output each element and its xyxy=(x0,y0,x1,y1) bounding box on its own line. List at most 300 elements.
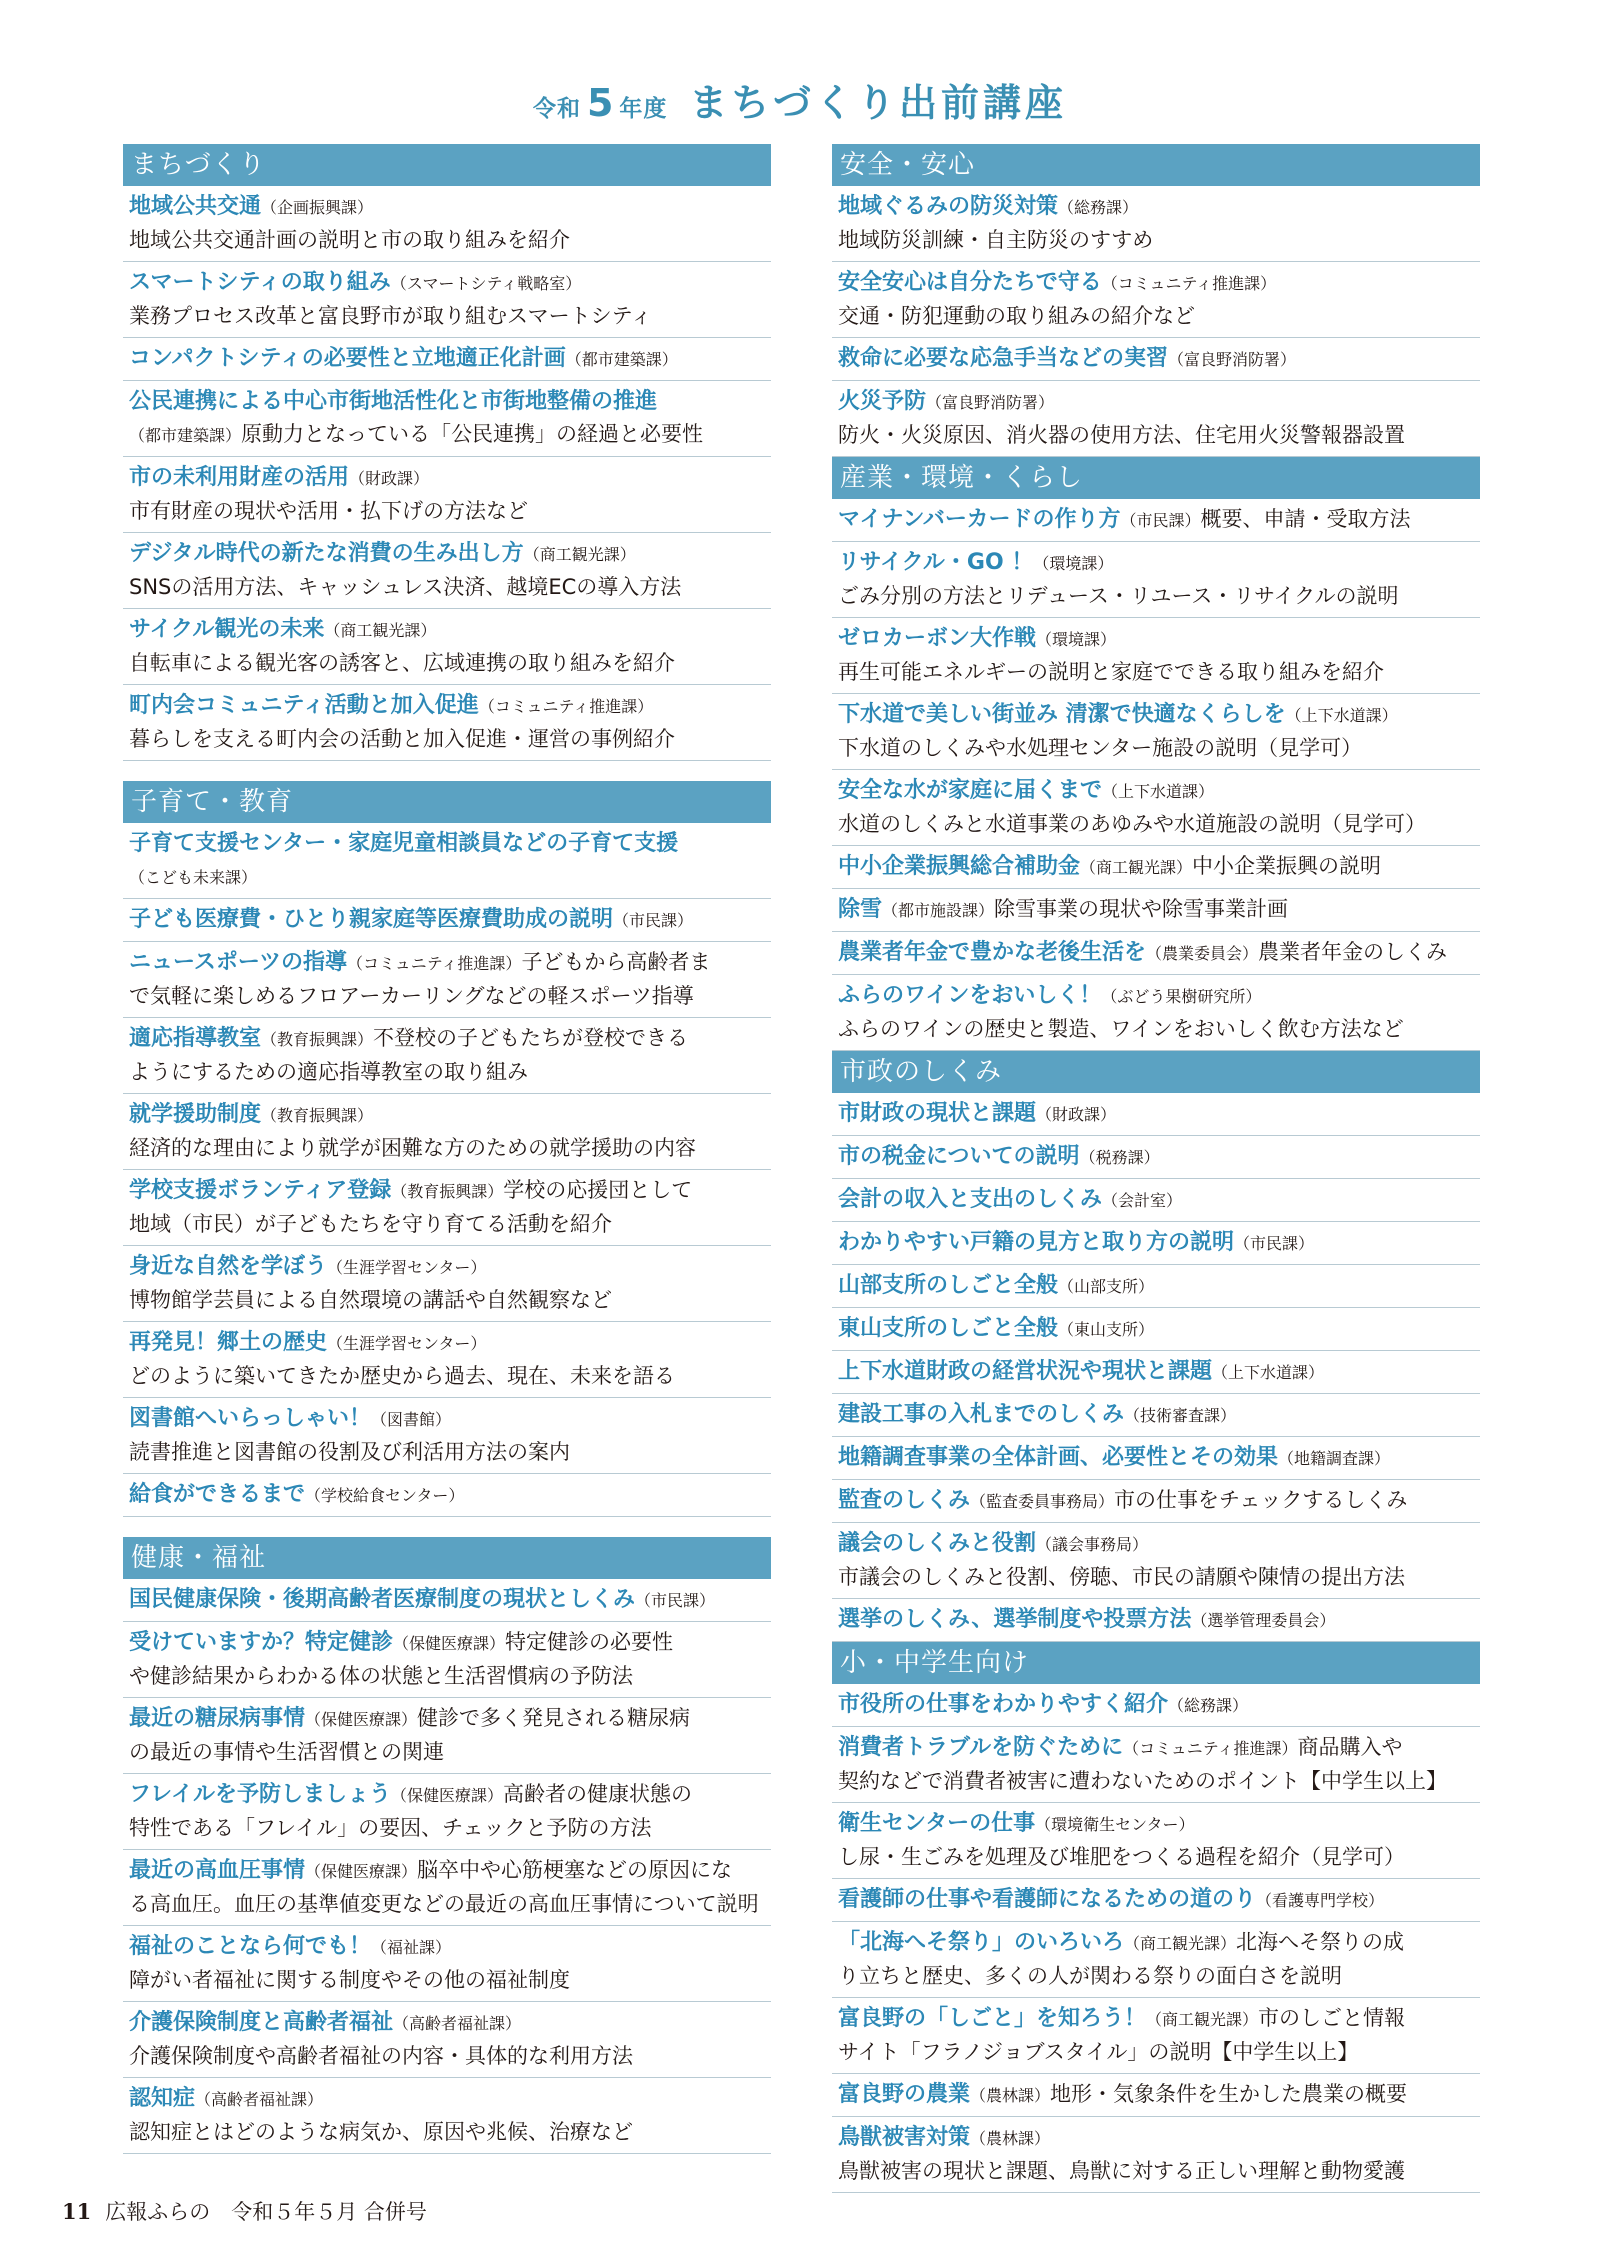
lecture-title: 認知症 xyxy=(129,2086,196,2111)
lecture-item xyxy=(832,1803,1480,1879)
lecture-department: （保健医療課） xyxy=(391,1786,504,1805)
page-title: まちづくり出前講座 xyxy=(689,81,1068,125)
lecture-summary: 農業者年金のしくみ xyxy=(1258,940,1448,964)
lecture-title-line xyxy=(838,1140,1480,1174)
lecture-title: 介護保険制度と高齢者福祉 xyxy=(129,2010,394,2035)
lecture-department: （環境課） xyxy=(1036,630,1117,649)
lecture-item xyxy=(832,975,1480,1051)
lecture-department: （財政課） xyxy=(349,469,430,488)
lecture-title: 就学援助制度 xyxy=(129,1102,262,1127)
lecture-item xyxy=(832,889,1480,932)
lecture-title: ふらのワインをおいしく！ xyxy=(838,983,1102,1008)
lecture-summary: 特定健診の必要性 xyxy=(505,1630,674,1654)
lecture-title: 上下水道財政の経営状況や現状と課題 xyxy=(838,1359,1213,1384)
lecture-title-line xyxy=(838,774,1480,808)
lecture-item xyxy=(832,1093,1480,1136)
lecture-title-line xyxy=(129,190,771,224)
lecture-department: （学校給食センター） xyxy=(305,1486,465,1505)
lecture-department: （福祉課） xyxy=(371,1938,452,1957)
lecture-title-line xyxy=(129,1854,771,1888)
lecture-item xyxy=(832,1879,1480,1922)
lecture-description: 地域公共交通計画の説明と市の取り組みを紹介 xyxy=(129,228,570,252)
lecture-summary: 健診で多く発見される糖尿病 xyxy=(417,1706,691,1730)
lecture-department: （ぶどう果樹研究所） xyxy=(1101,987,1262,1006)
lecture-title-line xyxy=(838,1355,1480,1389)
lecture-item xyxy=(832,618,1480,694)
lecture-department: （高齢者福祉課） xyxy=(195,2090,324,2109)
lecture-item xyxy=(832,770,1480,846)
category-header: 健康・福祉 xyxy=(123,1537,771,1579)
lecture-title-line xyxy=(129,1402,771,1436)
lecture-description: で気軽に楽しめるフロアーカーリングなどの軽スポーツ指導 xyxy=(129,984,694,1008)
lecture-description: サイト「フラノジョブスタイル」の説明【中学生以上】 xyxy=(838,2040,1359,2064)
lecture-item xyxy=(123,1622,771,1698)
lecture-title-line xyxy=(838,936,1480,970)
lecture-item xyxy=(832,1179,1480,1222)
lecture-department: （監査委員事務局） xyxy=(970,1492,1115,1511)
lecture-title: 子ども医療費・ひとり親家庭等医療費助成の説明 xyxy=(129,907,614,932)
lecture-description: 市議会のしくみと役割、傍聴、市民の請願や陳情の提出方法 xyxy=(838,1565,1405,1589)
lecture-item xyxy=(123,1246,771,1322)
lecture-description: 業務プロセス改革と富良野市が取り組むスマートシティ xyxy=(129,304,652,328)
lecture-department: （山部支所） xyxy=(1058,1277,1155,1296)
lecture-title: 建設工事の入札までのしくみ xyxy=(838,1402,1125,1427)
lecture-department: （保健医療課） xyxy=(393,1634,506,1653)
lecture-summary: 子どもから高齢者ま xyxy=(521,950,711,974)
lecture-summary: 北海へそ祭りの成 xyxy=(1236,1930,1405,1954)
lecture-item xyxy=(832,1684,1480,1727)
lecture-department: （高齢者福祉課） xyxy=(393,2014,522,2033)
lecture-department: （総務課） xyxy=(1058,198,1139,217)
lecture-item xyxy=(832,1265,1480,1308)
lecture-description: SNSの活用方法、キャッシュレス決済、越境ECの導入方法 xyxy=(129,575,682,599)
lecture-title-line xyxy=(129,1778,771,1812)
lecture-title: 市役所の仕事をわかりやすく紹介 xyxy=(838,1692,1169,1717)
lecture-item xyxy=(832,1308,1480,1351)
lecture-description: ごみ分別の方法とリデュース・リユース・リサイクルの説明 xyxy=(838,584,1399,608)
lecture-title-line xyxy=(838,979,1480,1013)
category-header: 産業・環境・くらし xyxy=(832,457,1480,499)
category-header: 子育て・教育 xyxy=(123,781,771,823)
lecture-department: （図書館） xyxy=(371,1410,452,1429)
lecture-department: （市民課） xyxy=(1120,511,1201,530)
lecture-department: （スマートシティ戦略室） xyxy=(390,274,582,293)
lecture-department: （財政課） xyxy=(1036,1105,1117,1124)
lecture-department: （市民課） xyxy=(613,911,694,930)
lecture-title: 公民連携による中心市街地活性化と市街地整備の推進 xyxy=(129,389,658,414)
lecture-title: ニュースポーツの指導 xyxy=(129,950,348,975)
lecture-description: る高血圧。血圧の基準値変更などの最近の高血圧事情について説明 xyxy=(129,1892,759,1916)
lecture-item xyxy=(832,499,1480,542)
lecture-summary: 概要、申請・受取方法 xyxy=(1200,507,1411,531)
lecture-department: （上下水道課） xyxy=(1102,782,1215,801)
lecture-title: 東山支所のしごと全般 xyxy=(838,1316,1059,1341)
lecture-title-line xyxy=(838,1926,1480,1960)
lecture-item xyxy=(123,2002,771,2078)
lecture-description: 交通・防犯運動の取り組みの紹介など xyxy=(838,304,1195,328)
lecture-title-line xyxy=(838,1883,1480,1917)
category-header: 市政のしくみ xyxy=(832,1051,1480,1093)
lecture-description: 地域（市民）が子どもたちを守り育てる活動を紹介 xyxy=(129,1212,612,1236)
lecture-description: し尿・生ごみを処理及び堆肥をつくる過程を紹介（見学可） xyxy=(838,1845,1405,1869)
lecture-department: （商工観光課） xyxy=(324,621,437,640)
lecture-title-line xyxy=(838,850,1480,884)
lecture-department: （農林課） xyxy=(970,2129,1051,2148)
lecture-title-line xyxy=(129,1478,771,1512)
lecture-description: 読書推進と図書館の役割及び利活用方法の案内 xyxy=(129,1440,570,1464)
lecture-department: （選挙管理委員会） xyxy=(1191,1611,1336,1630)
lecture-title: 図書館へいらっしゃい！ xyxy=(129,1406,372,1431)
lecture-description: 経済的な理由により就学が困難な方のための就学援助の内容 xyxy=(129,1136,696,1160)
lecture-title: 救命に必要な応急手当などの実習 xyxy=(838,346,1169,371)
lecture-item xyxy=(832,1351,1480,1394)
lecture-department: （総務課） xyxy=(1168,1696,1249,1715)
lecture-title-line xyxy=(129,1022,771,1056)
lecture-item xyxy=(123,1322,771,1398)
lecture-title-line xyxy=(838,1527,1480,1561)
lecture-item xyxy=(123,1398,771,1474)
lecture-department: （富良野消防署） xyxy=(1168,350,1297,369)
lecture-summary: 商品購入や xyxy=(1297,1735,1403,1759)
lecture-title-line xyxy=(838,2078,1480,2112)
lecture-item xyxy=(123,1094,771,1170)
lecture-item xyxy=(123,1579,771,1622)
lecture-title: 再発見！郷土の歴史 xyxy=(129,1330,328,1355)
footer-text: 広報ふらの 令和５年５月 合併号 xyxy=(105,2200,427,2224)
lecture-description: 特性である「フレイル」の要因、チェックと予防の方法 xyxy=(129,1816,652,1840)
lecture-title-line xyxy=(129,266,771,300)
lecture-title-line xyxy=(838,2121,1480,2155)
lecture-description: 再生可能エネルギーの説明と家庭でできる取り組みを紹介 xyxy=(838,660,1384,684)
lecture-summary: 市のしごと情報 xyxy=(1258,2006,1406,2030)
lecture-title-line xyxy=(129,1250,771,1284)
lecture-description: 介護保険制度や高齢者福祉の内容・具体的な利用方法 xyxy=(129,2044,633,2068)
lecture-summary: 高齢者の健康状態の xyxy=(503,1782,693,1806)
lecture-department: （農林課） xyxy=(970,2086,1051,2105)
lecture-department: （生涯学習センター） xyxy=(327,1258,487,1277)
lecture-title: 市の税金についての説明 xyxy=(838,1144,1080,1169)
lecture-title-line xyxy=(838,1688,1480,1722)
lecture-department: （商工観光課） xyxy=(1124,1934,1237,1953)
lecture-department: （上下水道課） xyxy=(1285,706,1398,725)
lecture-item xyxy=(832,1599,1480,1642)
lecture-title-line xyxy=(129,2082,771,2116)
lecture-title: 衛生センターの仕事 xyxy=(838,1811,1036,1836)
lecture-description: 水道のしくみと水道事業のあゆみや水道施設の説明（見学可） xyxy=(838,812,1426,836)
lecture-item xyxy=(832,1998,1480,2074)
lecture-title-line xyxy=(129,385,771,418)
lecture-summary: 学校の応援団として xyxy=(503,1178,693,1202)
lecture-title: 市財政の現状と課題 xyxy=(838,1101,1037,1126)
lecture-title-line xyxy=(129,1702,771,1736)
lecture-title-line xyxy=(129,537,771,571)
lecture-title-line xyxy=(838,1312,1480,1346)
lecture-item xyxy=(832,1480,1480,1523)
lecture-title: 農業者年金で豊かな老後生活を xyxy=(838,940,1147,965)
lecture-department: （コミュニティ推進課） xyxy=(347,954,522,973)
lecture-title: 福祉のことなら何でも！ xyxy=(129,1934,372,1959)
category-header: 小・中学生向け xyxy=(832,1642,1480,1684)
lecture-item xyxy=(123,1926,771,2002)
lecture-title-line xyxy=(838,1097,1480,1131)
lecture-department: （技術審査課） xyxy=(1124,1406,1237,1425)
lecture-item xyxy=(832,1727,1480,1803)
lecture-title: 会計の収入と支出のしくみ xyxy=(838,1187,1103,1212)
lecture-description: 下水道のしくみや水処理センター施設の説明（見学可） xyxy=(838,736,1363,760)
lecture-description: 地域防災訓練・自主防災のすすめ xyxy=(838,228,1154,252)
lecture-department: （保健医療課） xyxy=(305,1862,418,1881)
lecture-title: 地籍調査事業の全体計画、必要性とその効果 xyxy=(838,1445,1279,1470)
lecture-title: サイクル観光の未来 xyxy=(129,617,325,642)
lecture-title-line xyxy=(838,1269,1480,1303)
lecture-department: （上下水道課） xyxy=(1212,1363,1325,1382)
lecture-department: （保健医療課） xyxy=(305,1710,418,1729)
lecture-title: 「北海へそ祭り」のいろいろ xyxy=(838,1930,1125,1955)
lecture-title: コンパクトシティの必要性と立地適正化計画 xyxy=(129,346,566,371)
lecture-title-line xyxy=(129,613,771,647)
lecture-title-line xyxy=(129,2006,771,2040)
lecture-department: （教育振興課） xyxy=(261,1030,374,1049)
lecture-title-line xyxy=(129,903,771,937)
lecture-department: （コミュニティ推進課） xyxy=(478,697,654,716)
lecture-item xyxy=(832,1222,1480,1265)
header-year: 5 xyxy=(586,81,614,125)
lecture-department: （環境衛生センター） xyxy=(1035,1815,1195,1834)
lecture-title-line xyxy=(838,698,1480,732)
lecture-title-line xyxy=(838,546,1480,580)
lecture-title: 地域ぐるみの防災対策 xyxy=(838,194,1059,219)
lecture-title: リサイクル・GO ！ xyxy=(838,550,1034,575)
lecture-item xyxy=(123,1850,771,1926)
lecture-description: 市有財産の現状や活用・払下げの方法など xyxy=(129,499,528,523)
lecture-department: （都市施設課） xyxy=(882,901,995,920)
lecture-item xyxy=(832,694,1480,770)
lecture-item xyxy=(832,1922,1480,1998)
lecture-description: 防火・火災原因、消火器の使用方法、住宅用火災警報器設置 xyxy=(838,423,1405,447)
lecture-title: 子育て支援センター・家庭児童相談員などの子育て支援 xyxy=(129,831,679,856)
lecture-item xyxy=(832,186,1480,262)
lecture-item xyxy=(123,1698,771,1774)
lecture-description: ようにするための適応指導教室の取り組み xyxy=(129,1060,528,1084)
lecture-title-line xyxy=(129,342,771,376)
lecture-title: 地域公共交通 xyxy=(129,194,262,219)
lecture-item xyxy=(123,457,771,533)
lecture-summary: 地形・気象条件を生かした農業の概要 xyxy=(1050,2082,1408,2106)
lecture-title: マイナンバーカードの作り方 xyxy=(838,507,1121,532)
lecture-department: （商工観光課） xyxy=(523,545,636,564)
lecture-title-line xyxy=(838,190,1480,224)
lecture-department: （コミュニティ推進課） xyxy=(1123,1739,1298,1758)
lecture-title-line xyxy=(129,1626,771,1660)
lecture-department: （税務課） xyxy=(1079,1148,1160,1167)
lecture-item xyxy=(123,609,771,685)
lecture-item xyxy=(832,846,1480,889)
lecture-description: 契約などで消費者被害に遭わないためのポイント【中学生以上】 xyxy=(838,1769,1447,1793)
lecture-department: （企画振興課） xyxy=(261,198,374,217)
lecture-department: （商工観光課） xyxy=(1080,858,1193,877)
lecture-description xyxy=(129,860,771,894)
lecture-title: 消費者トラブルを防ぐために xyxy=(838,1735,1124,1760)
lecture-title: 適応指導教室 xyxy=(129,1026,262,1051)
lecture-title-line xyxy=(838,622,1480,656)
lecture-title-line xyxy=(129,946,771,980)
lecture-title: 看護師の仕事や看護師になるための道のり xyxy=(838,1887,1257,1912)
lecture-description: 暮らしを支える町内会の活動と加入促進・運営の事例紹介 xyxy=(129,727,675,751)
lecture-item xyxy=(123,899,771,942)
lecture-item xyxy=(123,1170,771,1246)
lecture-title-line xyxy=(129,1583,771,1617)
lecture-department: （商工観光課） xyxy=(1146,2010,1259,2029)
lecture-title-line xyxy=(838,385,1480,419)
page-footer xyxy=(62,2196,427,2226)
lecture-title: フレイルを予防しましょう xyxy=(129,1782,392,1807)
lecture-summary: 中小企業振興の説明 xyxy=(1192,854,1382,878)
lecture-summary: 除雪事業の現状や除雪事業計画 xyxy=(994,897,1289,921)
lecture-title-line xyxy=(838,1807,1480,1841)
lecture-description: 障がい者福祉に関する制度やその他の福祉制度 xyxy=(129,1968,570,1992)
lecture-title-line xyxy=(838,266,1480,300)
lecture-title-line xyxy=(129,827,771,860)
page-header xyxy=(0,72,1600,127)
lecture-item xyxy=(123,942,771,1018)
lecture-title-line xyxy=(129,461,771,495)
lecture-title: 富良野の「しごと」を知ろう！ xyxy=(838,2006,1147,2031)
lecture-department: （教育振興課） xyxy=(391,1182,504,1201)
lecture-description: 鳥獣被害の現状と課題、鳥獣に対する正しい理解と動物愛護 xyxy=(838,2159,1405,2183)
lecture-item xyxy=(832,542,1480,618)
lecture-title-line xyxy=(129,1098,771,1132)
lecture-summary: 市の仕事をチェックするしくみ xyxy=(1114,1488,1408,1512)
lecture-title-line xyxy=(838,1398,1480,1432)
lecture-item xyxy=(832,1437,1480,1480)
lecture-description: り立ちと歴史、多くの人が関わる祭りの面白さを説明 xyxy=(838,1964,1342,1988)
lecture-item xyxy=(123,533,771,609)
lecture-title-line xyxy=(838,893,1480,927)
left-column xyxy=(123,144,771,2154)
lecture-title-line xyxy=(838,503,1480,537)
lecture-item xyxy=(832,262,1480,338)
lecture-title: 選挙のしくみ、選挙制度や投票方法 xyxy=(838,1607,1192,1632)
lecture-department: （こども未来課） xyxy=(129,868,258,887)
lecture-item xyxy=(832,932,1480,975)
lecture-title: 鳥獣被害対策 xyxy=(838,2125,971,2150)
lecture-item xyxy=(123,1774,771,1850)
lecture-description: （都市建築課）原動力となっている「公民連携」の経過と必要性 xyxy=(129,422,704,446)
lecture-title: 監査のしくみ xyxy=(838,1488,971,1513)
lecture-department: （市民課） xyxy=(635,1591,716,1610)
lecture-title: ゼロカーボン大作戦 xyxy=(838,626,1037,651)
lecture-title: 安全な水が家庭に届くまで xyxy=(838,778,1103,803)
lecture-title-line xyxy=(129,689,771,723)
header-era: 令和 xyxy=(532,96,581,122)
lecture-department: （環境課） xyxy=(1033,554,1114,573)
lecture-title: 最近の高血圧事情 xyxy=(129,1858,306,1883)
lecture-department: （都市建築課） xyxy=(129,426,242,445)
lecture-title: デジタル時代の新たな消費の生み出し方 xyxy=(129,541,524,566)
lecture-description: ふらのワインの歴史と製造、ワインをおいしく飲む方法など xyxy=(838,1017,1404,1041)
lecture-title-line xyxy=(838,1183,1480,1217)
lecture-item xyxy=(123,186,771,262)
lecture-description: の最近の事情や生活習慣との関連 xyxy=(129,1740,444,1764)
lecture-item xyxy=(832,381,1480,457)
lecture-department: （議会事務局） xyxy=(1036,1535,1149,1554)
lecture-item xyxy=(123,381,771,457)
lecture-item xyxy=(123,262,771,338)
lecture-title: 最近の糖尿病事情 xyxy=(129,1706,306,1731)
lecture-description: 博物館学芸員による自然環境の講話や自然観察など xyxy=(129,1288,612,1312)
lecture-title: 国民健康保険・後期高齢者医療制度の現状としくみ xyxy=(129,1587,636,1612)
lecture-title-line xyxy=(129,1174,771,1208)
lecture-item xyxy=(832,338,1480,381)
lecture-item xyxy=(123,823,771,899)
lecture-item xyxy=(832,2117,1480,2193)
lecture-department: （東山支所） xyxy=(1058,1320,1155,1339)
lecture-title: 給食ができるまで xyxy=(129,1482,306,1507)
lecture-item xyxy=(123,1474,771,1517)
lecture-department: （生涯学習センター） xyxy=(327,1334,487,1353)
lecture-department: （都市建築課） xyxy=(565,350,678,369)
lecture-department: （コミュニティ推進課） xyxy=(1101,274,1277,293)
lecture-item xyxy=(123,1018,771,1094)
lecture-title: 中小企業振興総合補助金 xyxy=(838,854,1081,879)
lecture-summary: 不登校の子どもたちが登校できる xyxy=(373,1026,689,1050)
lecture-title-line xyxy=(838,1441,1480,1475)
lecture-item xyxy=(123,2078,771,2154)
header-year-suffix: 年度 xyxy=(619,96,668,122)
category-header: まちづくり xyxy=(123,144,771,186)
lecture-department: （市民課） xyxy=(1234,1234,1315,1253)
lecture-title: 議会のしくみと役割 xyxy=(838,1531,1037,1556)
lecture-title-line xyxy=(129,1326,771,1360)
lecture-title: 受けていますか？特定健診 xyxy=(129,1630,394,1655)
lecture-title-line xyxy=(838,1603,1480,1637)
lecture-title-line xyxy=(129,1930,771,1964)
lecture-title: 火災予防 xyxy=(838,389,927,414)
right-column xyxy=(832,144,1480,2193)
lecture-title: 市の未利用財産の活用 xyxy=(129,465,350,490)
lecture-department: （富良野消防署） xyxy=(926,393,1055,412)
lecture-title: 学校支援ボランティア登録 xyxy=(129,1178,392,1203)
lecture-title: 身近な自然を学ぼう xyxy=(129,1254,328,1279)
lecture-department: （会計室） xyxy=(1102,1191,1183,1210)
lecture-title: 安全安心は自分たちで守る xyxy=(838,270,1102,295)
lecture-title: 町内会コミュニティ活動と加入促進 xyxy=(129,693,479,718)
lecture-department: （農業委員会） xyxy=(1146,944,1259,963)
lecture-item xyxy=(832,1523,1480,1599)
lecture-description: や健診結果からわかる体の状態と生活習慣病の予防法 xyxy=(129,1664,633,1688)
lecture-title: 山部支所のしごと全般 xyxy=(838,1273,1059,1298)
lecture-title-line xyxy=(838,1226,1480,1260)
lecture-item xyxy=(832,2074,1480,2117)
lecture-title: 富良野の農業 xyxy=(838,2082,971,2107)
lecture-title-line xyxy=(838,2002,1480,2036)
lecture-description: どのように築いてきたか歴史から過去、現在、未来を語る xyxy=(129,1364,675,1388)
lecture-description: 認知症とはどのような病気か、原因や兆候、治療など xyxy=(129,2120,633,2144)
lecture-title-line xyxy=(838,1731,1480,1765)
lecture-title-line xyxy=(838,1484,1480,1518)
lecture-title: 除雪 xyxy=(838,897,883,922)
lecture-department: （看護専門学校） xyxy=(1256,1891,1385,1910)
lecture-item xyxy=(123,338,771,381)
lecture-item xyxy=(123,685,771,761)
lecture-title: 下水道で美しい街並み 清潔で快適なくらしを xyxy=(838,702,1286,727)
lecture-description: 自転車による観光客の誘客と、広域連携の取り組みを紹介 xyxy=(129,651,675,675)
lecture-title-line xyxy=(838,342,1480,376)
lecture-department: （地籍調査課） xyxy=(1278,1449,1391,1468)
lecture-summary: 脳卒中や心筋梗塞などの原因にな xyxy=(417,1858,733,1882)
lecture-item xyxy=(832,1136,1480,1179)
lecture-item xyxy=(832,1394,1480,1437)
